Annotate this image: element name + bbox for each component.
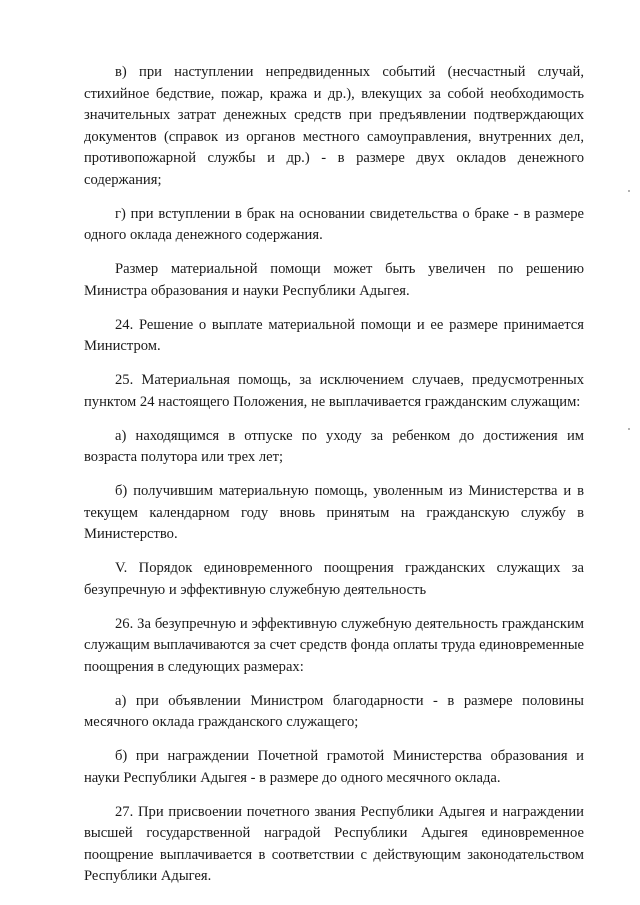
section-heading-v: V. Порядок единовременного поощрения гражданских служащих за безупречную и эффективную служебную деятельность [84, 560, 584, 598]
paragraph-clause-26-b: б) при награждении Почетной грамотой Министерства образования и науки Республики Адыгея - в размере до одного месячного оклада. [84, 748, 584, 786]
paragraph-clause-26-a: а) при объявлении Министром благодарности - в размере половины месячного оклада гражданского служащего; [84, 692, 584, 730]
paragraph-increase-note: Размер материальной помощи может быть увеличен по решению Министра образования и науки Республики Адыгея. [84, 261, 584, 299]
scan-speck [628, 428, 630, 430]
paragraph-clause-27: 27. При присвоении почетного звания Республики Адыгея и награждении высшей государственной наградой Республики Адыгея единовременное поощрение выплачивается в соответствии с действующим законодательством Республики Адыгея. [84, 803, 584, 884]
paragraph-clause-25-b: б) получившим материальную помощь, уволенным из Министерства и в текущем календарном году вновь принятым на гражданскую службу в Министерство. [84, 483, 584, 542]
document-body [84, 62, 584, 900]
scan-speck [628, 190, 630, 192]
paragraph-item-g: г) при вступлении в брак на основании свидетельства о браке - в размере одного оклада денежного содержания. [84, 205, 584, 243]
paragraph-clause-25: 25. Материальная помощь, за исключением случаев, предусмотренных пунктом 24 настоящего Положения, не выплачивается гражданским служащим: [84, 372, 584, 410]
paragraph-clause-25-a: а) находящимся в отпуске по уходу за ребенком до достижения им возраста полутора или трех лет; [84, 427, 584, 465]
paragraph-item-v: в) при наступлении непредвиденных событий (несчастный случай, стихийное бедствие, пожар, кража и др.), влекущих за собой необходимость значительных затрат денежных средств при предъявлении подтверждающих документов (справок из органов местного самоуправления, внутренних дел, противопожарной службы и др.) - в размере двух окладов денежного содержания; [84, 64, 584, 188]
paragraph-clause-24: 24. Решение о выплате материальной помощи и ее размере принимается Министром. [84, 316, 584, 354]
paragraph-clause-26: 26. За безупречную и эффективную служебную деятельность гражданским служащим выплачиваются за счет средств фонда оплаты труда единовременные поощрения в следующих размерах: [84, 615, 584, 675]
